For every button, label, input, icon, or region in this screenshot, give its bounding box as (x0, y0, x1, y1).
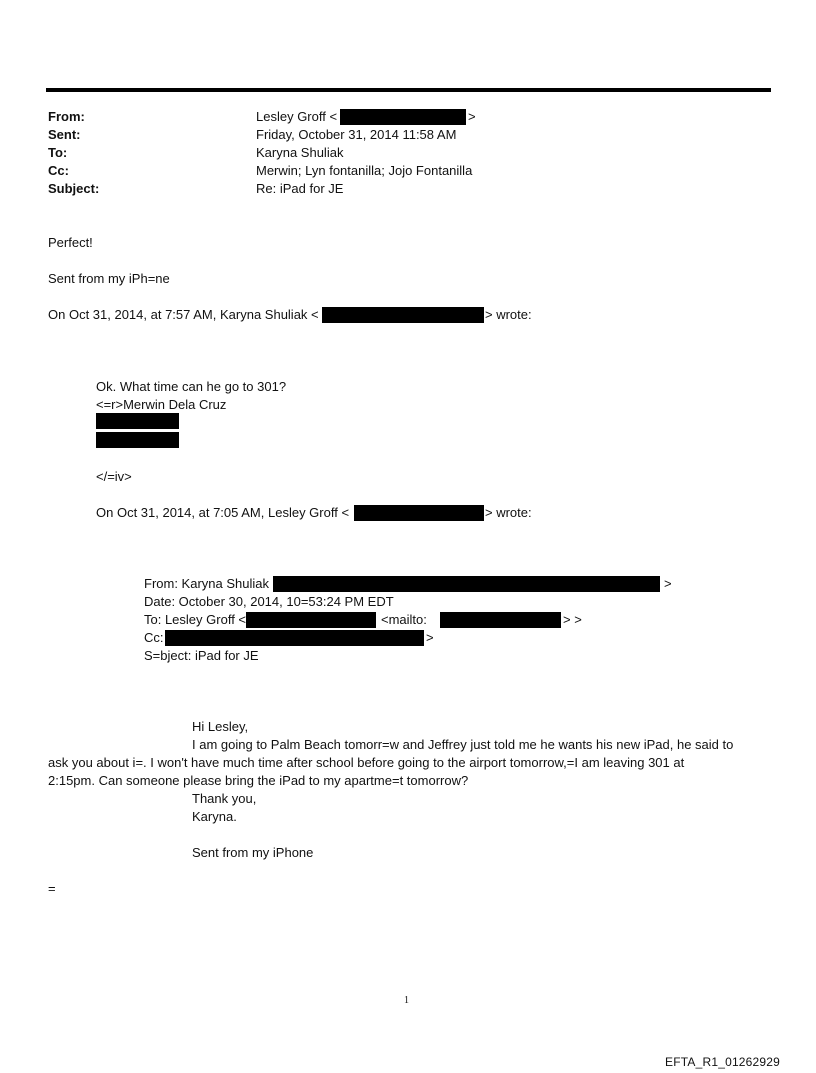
header-rule (46, 88, 771, 92)
body-line-sent-from: Sent from my iPh=ne (48, 271, 170, 286)
fwd-cc: Cc: (144, 630, 164, 645)
reply-line-merwin: <=r>Merwin Dela Cruz (96, 397, 227, 412)
redaction-box (440, 612, 561, 628)
to-value: Karyna Shuliak (256, 145, 344, 160)
fwd-date: Date: October 30, 2014, 10=53:24 PM EDT (144, 594, 394, 609)
redaction-box (273, 576, 660, 592)
quote-intro-lesley-end: > wrote: (485, 505, 532, 520)
quote-intro-lesley: On Oct 31, 2014, at 7:05 AM, Lesley Groff < (96, 505, 350, 520)
document-id: EFTA_R1_01262929 (665, 1055, 781, 1069)
fwd-to-end: > > (563, 612, 582, 627)
redaction-box (322, 307, 484, 323)
fwd-cc-end: > (426, 630, 434, 645)
redaction-box (354, 505, 484, 521)
sent-value: Friday, October 31, 2014 11:58 AM (256, 127, 457, 142)
subject-value: Re: iPad for JE (256, 181, 344, 196)
fwd-from: From: Karyna Shuliak (144, 576, 269, 591)
cc-label: Cc: (48, 163, 69, 178)
fwd-to-mailto: <mailto: (381, 612, 427, 627)
from-label: From: (48, 109, 85, 124)
redaction-box (96, 413, 179, 429)
message-signature: Karyna. (192, 809, 237, 824)
redaction-box (165, 630, 424, 646)
reply-line-div-close: </=iv> (96, 469, 132, 484)
fwd-from-end: > (664, 576, 672, 591)
redaction-box (96, 432, 179, 448)
quote-intro-karyna: On Oct 31, 2014, at 7:57 AM, Karyna Shuliak < (48, 307, 319, 322)
to-label: To: (48, 145, 68, 160)
page-number: 1 (404, 995, 409, 1006)
quote-intro-karyna-end: > wrote: (485, 307, 532, 322)
subject-label: Subject: (48, 181, 100, 196)
body-line-perfect: Perfect! (48, 235, 93, 250)
sent-label: Sent: (48, 127, 81, 142)
redaction-box (340, 109, 466, 125)
message-thanks: Thank you, (192, 791, 257, 806)
reply-line-question: Ok. What time can he go to 301? (96, 379, 287, 394)
message-sent-from: Sent from my iPhone (192, 845, 314, 860)
message-line-3: 2:15pm. Can someone please bring the iPad to my apartme=t tomorrow? (48, 773, 469, 788)
message-line-1: I am going to Palm Beach tomorr=w and Jeffrey just told me he wants his new iPad, he said to (192, 737, 734, 752)
message-greeting: Hi Lesley, (192, 719, 249, 734)
cc-value: Merwin; Lyn fontanilla; Jojo Fontanilla (256, 163, 473, 178)
trailing-equals: = (48, 881, 56, 896)
fwd-to: To: Lesley Groff < (144, 612, 247, 627)
from-value: Lesley Groff < (256, 109, 338, 124)
redaction-box (246, 612, 376, 628)
message-line-2: ask you about i=. I won't have much time after school before going to the airport tomorrow,=I am leaving 301 at (48, 755, 685, 770)
fwd-subject: S=bject: iPad for JE (144, 648, 259, 663)
from-close: > (468, 109, 476, 124)
